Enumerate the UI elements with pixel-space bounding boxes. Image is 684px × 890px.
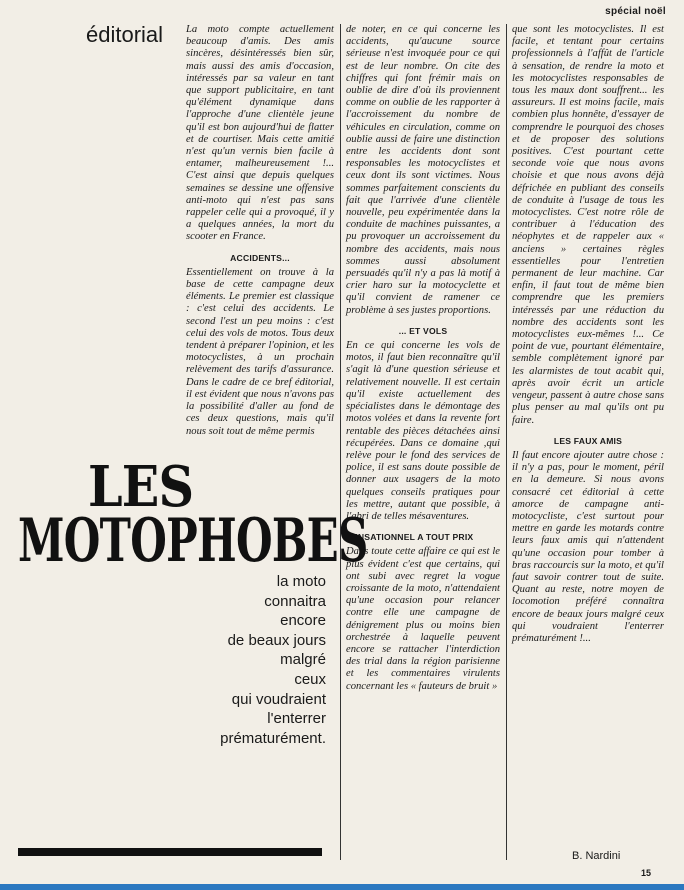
subtitle-line: l'enterrer	[267, 710, 326, 728]
headline-line-2: MOTOPHOBES	[18, 506, 368, 576]
subtitle-line: encore	[280, 612, 326, 630]
page-number: 15	[641, 868, 652, 878]
section-header: spécial noël	[605, 6, 666, 17]
subtitle-line: la moto	[276, 573, 326, 590]
text-column-2	[346, 24, 500, 693]
subtitle-line: qui voudraient	[231, 690, 326, 708]
subtitle-line: malgré	[280, 651, 326, 669]
column-rule	[506, 24, 507, 860]
subhead-vols: ... ET VOLS	[398, 325, 448, 336]
subtitle-line: connaitra	[264, 592, 326, 610]
body-paragraph: Essentiellement on trouve à la base de cette campagne deux éléments. Le premier est classique : c'est celui des accidents. Le second l'est un peu moins : c'est celui des vols de motos. Tous deux tendent à préparer l'opinion, et les motocyclistes, à un prochain relèvement des tarifs d'assurance. Dans le cadre de ce bref éditorial, il est évident que nous n'avons pas la possibilité d'aller au fond de ces deux questions, mais qu'il nous soit tout de même permis	[186, 266, 334, 437]
subtitle-line: prématurément.	[220, 729, 326, 747]
decorative-bar	[18, 848, 322, 856]
bottom-color-band	[0, 884, 684, 890]
text-column-1	[186, 24, 334, 438]
subtitle-line: de beaux jours	[227, 631, 326, 649]
headline-line-1: LES	[88, 454, 194, 520]
subhead-accidents: ACCIDENTS...	[230, 252, 290, 263]
subtitle-line: ceux	[294, 670, 326, 688]
subhead-faux-amis: LES FAUX AMIS	[553, 435, 623, 446]
subhead-sensationnel: SENSATIONNEL A TOUT PRIX	[346, 532, 474, 543]
body-paragraph: de noter, en ce qui concerne les accidents, qu'aucune source sérieuse n'est invoquée pour ce qui est de leur nombre. On cite des chiffres qui font frémir mais on oublie de dire d'où ils proviennent comme on oublie de les rapporter à l'accroissement du nombre de véhicules en circulation, comme on oublie aussi de faire une distinction entre les accidents dont sont responsables les motocyclistes et ceux dont ils sont victimes. Nous sommes parfaitement conscients du fait que l'arrivée d'une clientèle nouvelle, peu expérimentée dans la conduite de machines puissantes, a pu provoquer un accroissement du nombre des accidents, mais nous sommes aussi absolument persuadés qu'il n'y a pas là motif à crier haro sur la motocyclette et qu'il convient de ramener ce problème à ses justes proportions.	[346, 24, 500, 316]
body-paragraph: Il faut encore ajouter autre chose : il n'y a pas, pour le moment, péril en la demeure. Si nous avons consacré cet éditorial à cette amorce de campagne anti-motocycliste, c'est surtout pour mettre en garde les motards contre leurs faux amis qui n'attendent qu'une occasion pour tomber à bras raccourcis sur la moto, et qu'il faut savoir contrer tout de suite. Quant au reste, notre moyen de locomotion préféré connaîtra encore de beaux jours malgré ceux qui voudraient l'enterrer prématurément !...	[512, 449, 664, 644]
intro-paragraph: La moto compte actuellement beaucoup d'amis. Des amis sincères, désintéressés bien sûr, mais aussi des amis d'occasion, intéressés par sa valeur en tant que support publicitaire, en tant qu'élément dynamique dans l'approche d'une clientèle jeune qu'il est bon aujourd'hui de flatter et de courtiser. Mais cette amitié n'est qu'un vernis bien facile à entamer, malheureusement !... C'est ainsi que depuis quelques semaines se dessine une offensive anti-moto qui n'est pas sans rappeler celle qui a provoqué, il y a quelques années, la mort du scooter en France.	[186, 24, 334, 243]
column-rule	[340, 24, 341, 860]
author-signature: B. Nardini	[572, 850, 621, 862]
text-column-3	[512, 24, 664, 645]
body-paragraph: Dans toute cette affaire ce qui est le plus évident c'est que certains, qui ont subi avec regret la vogue croissante de la moto, n'attendaient qu'une occasion pour relancer contre elle une campagne de dénigrement plus ou moins bien orchestrée à laquelle peuvent encore se rattacher l'interdiction des trial dans la région parisienne et les commentaires virulents concernant les « fauteurs de bruit »	[346, 546, 500, 692]
body-paragraph: que sont les motocyclistes. Il est facile, et tentant pour certains professionnels à l'affût de l'article à sensation, de rendre la moto et les motocyclistes responsables de tous les maux dont souffrent... les assureurs. Il est moins facile, mais combien plus honnête, d'essayer de comprendre le pourquoi des choses et de proposer des solutions positives. C'est pourtant cette seconde voie que nous avons choisie et que nous avons déjà défrichée en publiant des conseils de conduite à l'usage de tous les motocyclistes. C'est notre rôle de contribuer à l'éducation des néophytes et de rappeler aux « anciens » certaines règles essentielles pour l'entretien permanent de leur machine. Car enfin, il faut tout de même bien comprendre que les premiers intéressés par une réduction du nombre des accidents sont les motocyclistes eux-mêmes !... Ce point de vue, pourtant élémentaire, semble complètement ignoré par les alarmistes de tout acabit qui, après avoir écrit un article vengeur, passent à autre chose sans plus penser au mal qu'ils ont pu faire.	[512, 24, 664, 426]
subtitle	[106, 572, 326, 748]
editorial-label: éditorial	[86, 22, 164, 47]
body-paragraph: En ce qui concerne les vols de motos, il faut bien reconnaître qu'il s'agit là d'une question sérieuse et relativement nouvelle. Il est certain qu'il existe actuellement des spécialistes dans le démontage des motos volées et dans la revente fort rentable des pièces détachées ainsi récupérées. Dans ce domaine ,qui relève pour le fond des services de police, il est sans doute possible de donner aux usagers de la moto quelques conseils pratiques pour les mettre, autant que possible, à l'abri de telles mésaventures.	[346, 340, 500, 522]
